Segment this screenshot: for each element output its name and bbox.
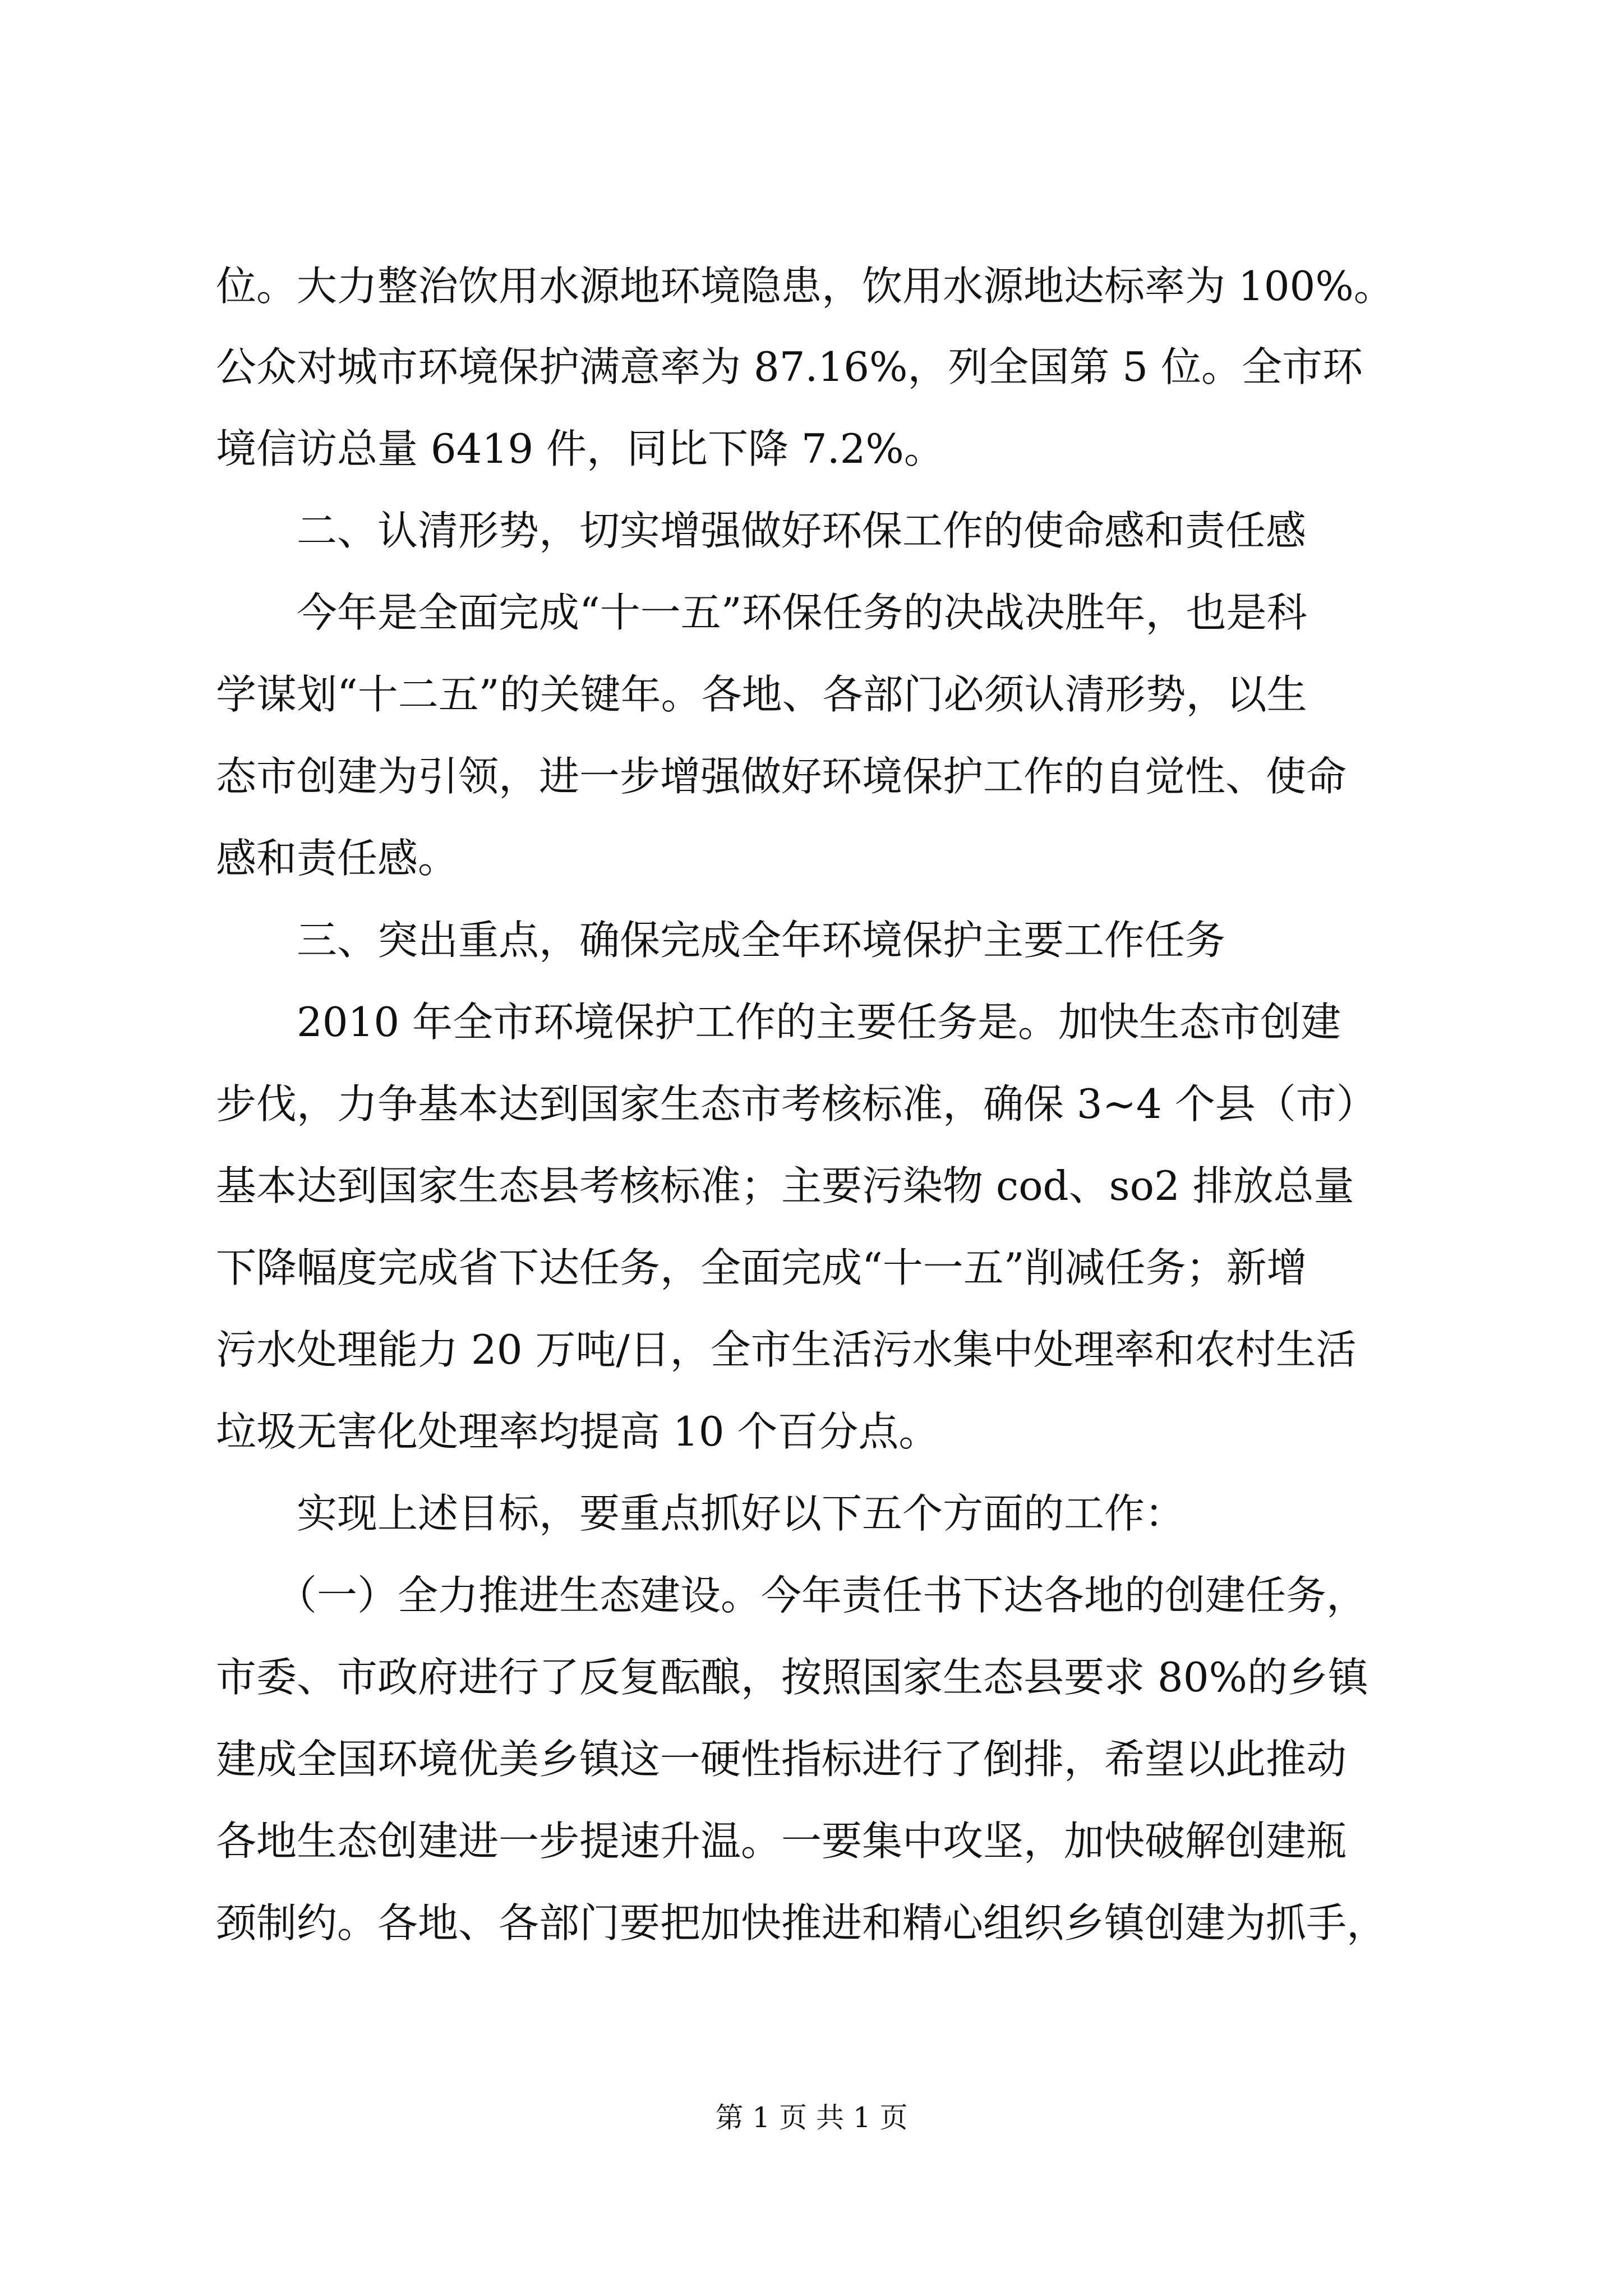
text-line: 各地生态创建进一步提速升温。一要集中攻坚，加快破解创建瓶: [216, 1818, 1347, 1865]
text-line: 学谋划“十二五”的关键年。各地、各部门必须认清形势，以生: [216, 671, 1307, 718]
text-line: 二、认清形势，切实增强做好环保工作的使命感和责任感: [216, 507, 1307, 554]
text-line: 颈制约。各地、各部门要把加快推进和精心组织乡镇创建为抓手，: [216, 1899, 1387, 1947]
text-line: 今年是全面完成“十一五”环保任务的决战决胜年，也是科: [216, 589, 1307, 636]
text-line: 垃圾无害化处理率均提高 10 个百分点。: [216, 1408, 939, 1455]
text-line: 位。大力整治饮用水源地环境隐患，饮用水源地达标率为 100%。: [216, 263, 1394, 310]
page-footer: 第 1 页 共 1 页: [715, 2101, 908, 2134]
text-line: 感和责任感。: [216, 835, 459, 882]
text-line: 基本达到国家生态县考核标准；主要污染物 cod、so2 排放总量: [216, 1162, 1354, 1209]
text-line: 三、突出重点，确保完成全年环境保护主要工作任务: [216, 917, 1226, 964]
text-line: 实现上述目标，要重点抓好以下五个方面的工作：: [216, 1490, 1186, 1537]
text-line: 建成全国环境优美乡镇这一硬性指标进行了倒排，希望以此推动: [216, 1736, 1347, 1783]
text-line: 公众对城市环境保护满意率为 87.16%，列全国第 5 位。全市环: [216, 343, 1363, 390]
text-line: 污水处理能力 20 万吨/日，全市生活污水集中处理率和农村生活: [216, 1326, 1357, 1373]
text-line: （一）全力推进生态建设。今年责任书下达各地的创建任务，: [216, 1572, 1367, 1619]
text-line: 步伐，力争基本达到国家生态市考核标准，确保 3~4 个县（市）: [216, 1080, 1377, 1128]
text-line: 市委、市政府进行了反复酝酿，按照国家生态县要求 80%的乡镇: [216, 1654, 1368, 1701]
text-line: 下降幅度完成省下达任务，全面完成“十一五”削减任务；新增: [216, 1244, 1307, 1291]
text-line: 境信访总量 6419 件，同比下降 7.2%。: [216, 425, 944, 472]
text-line: 态市创建为引领，进一步增强做好环境保护工作的自觉性、使命: [216, 753, 1347, 800]
text-line: 2010 年全市环境保护工作的主要任务是。加快生态市创建: [216, 999, 1341, 1046]
